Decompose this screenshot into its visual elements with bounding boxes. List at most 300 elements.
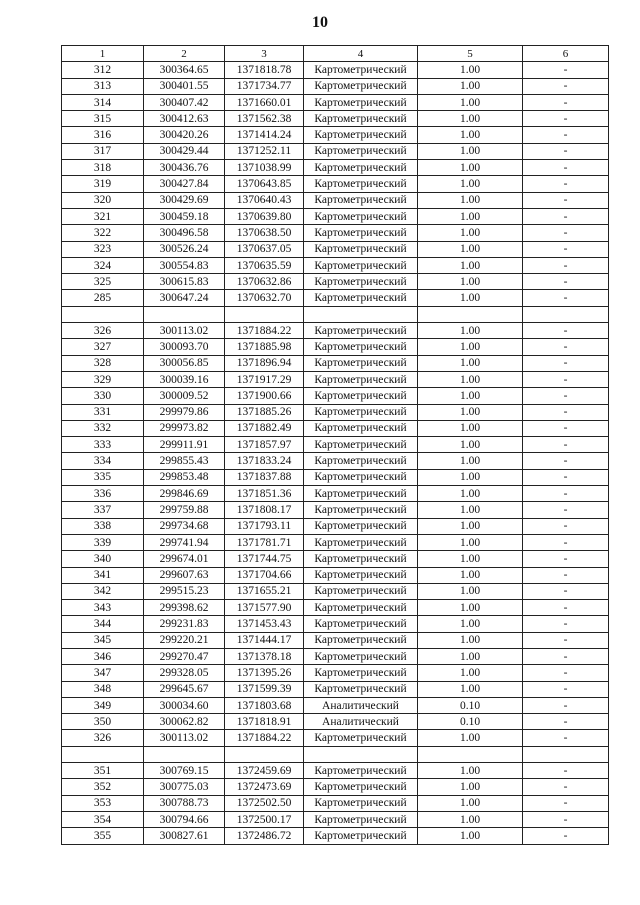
point-number-cell: 326	[62, 323, 144, 339]
table-row	[62, 339, 609, 355]
y-coordinate-cell: 1371395.26	[225, 665, 304, 681]
accuracy-cell: 1.00	[418, 208, 523, 224]
note-cell: -	[523, 453, 609, 469]
empty-cell	[62, 306, 144, 322]
table-row	[62, 176, 609, 192]
point-number-cell: 328	[62, 355, 144, 371]
note-cell: -	[523, 290, 609, 306]
table-row	[62, 371, 609, 387]
y-coordinate-cell: 1371885.26	[225, 404, 304, 420]
method-cell: Картометрический	[304, 290, 418, 306]
x-coordinate-cell: 299911.91	[144, 437, 225, 453]
method-cell: Картометрический	[304, 486, 418, 502]
y-coordinate-cell: 1371577.90	[225, 600, 304, 616]
method-cell: Картометрический	[304, 274, 418, 290]
note-cell: -	[523, 648, 609, 664]
table-row	[62, 160, 609, 176]
y-coordinate-cell: 1371655.21	[225, 583, 304, 599]
table-row	[62, 730, 609, 746]
note-cell: -	[523, 567, 609, 583]
x-coordinate-cell: 300788.73	[144, 795, 225, 811]
y-coordinate-cell: 1371851.36	[225, 486, 304, 502]
point-number-cell: 338	[62, 518, 144, 534]
note-cell: -	[523, 111, 609, 127]
note-cell: -	[523, 208, 609, 224]
accuracy-cell: 1.00	[418, 257, 523, 273]
column-header: 2	[144, 46, 225, 62]
y-coordinate-cell: 1371599.39	[225, 681, 304, 697]
note-cell: -	[523, 355, 609, 371]
x-coordinate-cell: 299741.94	[144, 534, 225, 550]
table-row	[62, 583, 609, 599]
y-coordinate-cell: 1371038.99	[225, 160, 304, 176]
accuracy-cell: 1.00	[418, 127, 523, 143]
point-number-cell: 355	[62, 828, 144, 844]
x-coordinate-cell: 300062.82	[144, 714, 225, 730]
method-cell: Картометрический	[304, 779, 418, 795]
accuracy-cell: 1.00	[418, 811, 523, 827]
table-row	[62, 274, 609, 290]
method-cell: Картометрический	[304, 518, 418, 534]
method-cell: Картометрический	[304, 681, 418, 697]
accuracy-cell: 1.00	[418, 730, 523, 746]
x-coordinate-cell: 299853.48	[144, 469, 225, 485]
y-coordinate-cell: 1372459.69	[225, 763, 304, 779]
point-number-cell: 341	[62, 567, 144, 583]
point-number-cell: 353	[62, 795, 144, 811]
y-coordinate-cell: 1371818.91	[225, 714, 304, 730]
y-coordinate-cell: 1372502.50	[225, 795, 304, 811]
note-cell: -	[523, 274, 609, 290]
method-cell: Картометрический	[304, 616, 418, 632]
point-number-cell: 346	[62, 648, 144, 664]
page-number: 10	[312, 14, 328, 31]
table-row	[62, 714, 609, 730]
method-cell: Картометрический	[304, 160, 418, 176]
y-coordinate-cell: 1370632.86	[225, 274, 304, 290]
table-row	[62, 648, 609, 664]
y-coordinate-cell: 1371884.22	[225, 323, 304, 339]
accuracy-cell: 1.00	[418, 518, 523, 534]
group-separator-row	[62, 306, 609, 322]
point-number-cell: 319	[62, 176, 144, 192]
point-number-cell: 339	[62, 534, 144, 550]
y-coordinate-cell: 1370643.85	[225, 176, 304, 192]
note-cell: -	[523, 127, 609, 143]
note-cell: -	[523, 404, 609, 420]
note-cell: -	[523, 176, 609, 192]
y-coordinate-cell: 1371818.78	[225, 62, 304, 78]
point-number-cell: 343	[62, 600, 144, 616]
y-coordinate-cell: 1372486.72	[225, 828, 304, 844]
method-cell: Картометрический	[304, 192, 418, 208]
accuracy-cell: 1.00	[418, 355, 523, 371]
table-row	[62, 681, 609, 697]
point-number-cell: 317	[62, 143, 144, 159]
y-coordinate-cell: 1371781.71	[225, 534, 304, 550]
table-row	[62, 616, 609, 632]
empty-cell	[523, 746, 609, 762]
x-coordinate-cell: 300420.26	[144, 127, 225, 143]
x-coordinate-cell: 300364.65	[144, 62, 225, 78]
accuracy-cell: 1.00	[418, 225, 523, 241]
note-cell: -	[523, 257, 609, 273]
x-coordinate-cell: 300526.24	[144, 241, 225, 257]
x-coordinate-cell: 300407.42	[144, 94, 225, 110]
y-coordinate-cell: 1371833.24	[225, 453, 304, 469]
x-coordinate-cell: 300009.52	[144, 388, 225, 404]
accuracy-cell: 1.00	[418, 274, 523, 290]
method-cell: Картометрический	[304, 111, 418, 127]
method-cell: Картометрический	[304, 78, 418, 94]
method-cell: Аналитический	[304, 697, 418, 713]
accuracy-cell: 1.00	[418, 339, 523, 355]
y-coordinate-cell: 1370638.50	[225, 225, 304, 241]
table-row	[62, 208, 609, 224]
empty-cell	[304, 746, 418, 762]
x-coordinate-cell: 300429.44	[144, 143, 225, 159]
note-cell: -	[523, 763, 609, 779]
accuracy-cell: 1.00	[418, 583, 523, 599]
accuracy-cell: 0.10	[418, 714, 523, 730]
y-coordinate-cell: 1371808.17	[225, 502, 304, 518]
table-row	[62, 241, 609, 257]
accuracy-cell: 1.00	[418, 486, 523, 502]
table-row	[62, 420, 609, 436]
x-coordinate-cell: 299645.67	[144, 681, 225, 697]
point-number-cell: 334	[62, 453, 144, 469]
empty-cell	[62, 746, 144, 762]
table-row	[62, 534, 609, 550]
y-coordinate-cell: 1370640.43	[225, 192, 304, 208]
note-cell: -	[523, 78, 609, 94]
table-row	[62, 323, 609, 339]
accuracy-cell: 1.00	[418, 600, 523, 616]
note-cell: -	[523, 94, 609, 110]
y-coordinate-cell: 1371896.94	[225, 355, 304, 371]
point-number-cell: 331	[62, 404, 144, 420]
x-coordinate-cell: 300113.02	[144, 730, 225, 746]
x-coordinate-cell: 299231.83	[144, 616, 225, 632]
accuracy-cell: 1.00	[418, 534, 523, 550]
point-number-cell: 329	[62, 371, 144, 387]
point-number-cell: 315	[62, 111, 144, 127]
method-cell: Картометрический	[304, 371, 418, 387]
point-number-cell: 333	[62, 437, 144, 453]
table-row	[62, 486, 609, 502]
y-coordinate-cell: 1372500.17	[225, 811, 304, 827]
table-row	[62, 111, 609, 127]
accuracy-cell: 1.00	[418, 437, 523, 453]
method-cell: Картометрический	[304, 62, 418, 78]
accuracy-cell: 1.00	[418, 94, 523, 110]
y-coordinate-cell: 1371803.68	[225, 697, 304, 713]
table-row	[62, 290, 609, 306]
note-cell: -	[523, 616, 609, 632]
point-number-cell: 326	[62, 730, 144, 746]
point-number-cell: 320	[62, 192, 144, 208]
accuracy-cell: 1.00	[418, 160, 523, 176]
point-number-cell: 324	[62, 257, 144, 273]
table-row	[62, 567, 609, 583]
table-row	[62, 811, 609, 827]
x-coordinate-cell: 300093.70	[144, 339, 225, 355]
note-cell: -	[523, 600, 609, 616]
point-number-cell: 336	[62, 486, 144, 502]
method-cell: Картометрический	[304, 143, 418, 159]
point-number-cell: 342	[62, 583, 144, 599]
note-cell: -	[523, 730, 609, 746]
table-row	[62, 665, 609, 681]
method-cell: Картометрический	[304, 257, 418, 273]
table-row	[62, 779, 609, 795]
empty-cell	[225, 746, 304, 762]
table-row	[62, 78, 609, 94]
point-number-cell: 314	[62, 94, 144, 110]
table-row	[62, 225, 609, 241]
y-coordinate-cell: 1370639.80	[225, 208, 304, 224]
y-coordinate-cell: 1371837.88	[225, 469, 304, 485]
method-cell: Картометрический	[304, 225, 418, 241]
point-number-cell: 285	[62, 290, 144, 306]
note-cell: -	[523, 420, 609, 436]
accuracy-cell: 1.00	[418, 62, 523, 78]
accuracy-cell: 1.00	[418, 469, 523, 485]
method-cell: Картометрический	[304, 828, 418, 844]
x-coordinate-cell: 300459.18	[144, 208, 225, 224]
y-coordinate-cell: 1371562.38	[225, 111, 304, 127]
method-cell: Картометрический	[304, 730, 418, 746]
x-coordinate-cell: 300827.61	[144, 828, 225, 844]
y-coordinate-cell: 1371744.75	[225, 551, 304, 567]
method-cell: Картометрический	[304, 648, 418, 664]
method-cell: Картометрический	[304, 583, 418, 599]
note-cell: -	[523, 714, 609, 730]
note-cell: -	[523, 62, 609, 78]
method-cell: Картометрический	[304, 420, 418, 436]
empty-cell	[225, 306, 304, 322]
x-coordinate-cell: 299220.21	[144, 632, 225, 648]
empty-cell	[144, 306, 225, 322]
y-coordinate-cell: 1371917.29	[225, 371, 304, 387]
x-coordinate-cell: 299979.86	[144, 404, 225, 420]
x-coordinate-cell: 300496.58	[144, 225, 225, 241]
accuracy-cell: 1.00	[418, 828, 523, 844]
note-cell: -	[523, 371, 609, 387]
table-row	[62, 453, 609, 469]
x-coordinate-cell: 300034.60	[144, 697, 225, 713]
accuracy-cell: 1.00	[418, 371, 523, 387]
table-row	[62, 763, 609, 779]
accuracy-cell: 1.00	[418, 241, 523, 257]
note-cell: -	[523, 665, 609, 681]
accuracy-cell: 1.00	[418, 567, 523, 583]
method-cell: Картометрический	[304, 502, 418, 518]
accuracy-cell: 1.00	[418, 551, 523, 567]
accuracy-cell: 1.00	[418, 111, 523, 127]
empty-cell	[304, 306, 418, 322]
note-cell: -	[523, 160, 609, 176]
table-row	[62, 828, 609, 844]
point-number-cell: 340	[62, 551, 144, 567]
note-cell: -	[523, 583, 609, 599]
method-cell: Картометрический	[304, 665, 418, 681]
point-number-cell: 349	[62, 697, 144, 713]
header-row	[62, 46, 609, 62]
table-row	[62, 94, 609, 110]
accuracy-cell: 1.00	[418, 665, 523, 681]
x-coordinate-cell: 299607.63	[144, 567, 225, 583]
table-row	[62, 795, 609, 811]
column-header: 3	[225, 46, 304, 62]
point-number-cell: 354	[62, 811, 144, 827]
method-cell: Картометрический	[304, 567, 418, 583]
note-cell: -	[523, 681, 609, 697]
table-body	[62, 46, 609, 845]
point-number-cell: 350	[62, 714, 144, 730]
x-coordinate-cell: 300039.16	[144, 371, 225, 387]
point-number-cell: 322	[62, 225, 144, 241]
note-cell: -	[523, 518, 609, 534]
note-cell: -	[523, 534, 609, 550]
table-row	[62, 143, 609, 159]
point-number-cell: 316	[62, 127, 144, 143]
note-cell: -	[523, 779, 609, 795]
note-cell: -	[523, 437, 609, 453]
column-header: 4	[304, 46, 418, 62]
x-coordinate-cell: 300769.15	[144, 763, 225, 779]
table-row	[62, 502, 609, 518]
method-cell: Картометрический	[304, 339, 418, 355]
x-coordinate-cell: 300429.69	[144, 192, 225, 208]
table-row	[62, 600, 609, 616]
method-cell: Картометрический	[304, 795, 418, 811]
y-coordinate-cell: 1372473.69	[225, 779, 304, 795]
accuracy-cell: 1.00	[418, 143, 523, 159]
x-coordinate-cell: 300412.63	[144, 111, 225, 127]
note-cell: -	[523, 486, 609, 502]
accuracy-cell: 1.00	[418, 795, 523, 811]
table-row	[62, 192, 609, 208]
accuracy-cell: 1.00	[418, 388, 523, 404]
point-number-cell: 318	[62, 160, 144, 176]
accuracy-cell: 1.00	[418, 648, 523, 664]
x-coordinate-cell: 300056.85	[144, 355, 225, 371]
column-header: 5	[418, 46, 523, 62]
note-cell: -	[523, 192, 609, 208]
note-cell: -	[523, 339, 609, 355]
accuracy-cell: 1.00	[418, 290, 523, 306]
column-header: 1	[62, 46, 144, 62]
empty-cell	[144, 746, 225, 762]
point-number-cell: 352	[62, 779, 144, 795]
note-cell: -	[523, 225, 609, 241]
y-coordinate-cell: 1371885.98	[225, 339, 304, 355]
method-cell: Картометрический	[304, 811, 418, 827]
empty-cell	[523, 306, 609, 322]
accuracy-cell: 1.00	[418, 779, 523, 795]
accuracy-cell: 1.00	[418, 502, 523, 518]
x-coordinate-cell: 300615.83	[144, 274, 225, 290]
x-coordinate-cell: 300436.76	[144, 160, 225, 176]
table-row	[62, 632, 609, 648]
table-row	[62, 355, 609, 371]
point-number-cell: 347	[62, 665, 144, 681]
x-coordinate-cell: 299846.69	[144, 486, 225, 502]
method-cell: Картометрический	[304, 632, 418, 648]
x-coordinate-cell: 299973.82	[144, 420, 225, 436]
point-number-cell: 348	[62, 681, 144, 697]
note-cell: -	[523, 828, 609, 844]
y-coordinate-cell: 1371252.11	[225, 143, 304, 159]
point-number-cell: 313	[62, 78, 144, 94]
y-coordinate-cell: 1371882.49	[225, 420, 304, 436]
point-number-cell: 325	[62, 274, 144, 290]
accuracy-cell: 1.00	[418, 404, 523, 420]
point-number-cell: 337	[62, 502, 144, 518]
x-coordinate-cell: 299674.01	[144, 551, 225, 567]
point-number-cell: 344	[62, 616, 144, 632]
method-cell: Картометрический	[304, 388, 418, 404]
y-coordinate-cell: 1371444.17	[225, 632, 304, 648]
accuracy-cell: 1.00	[418, 78, 523, 94]
point-number-cell: 312	[62, 62, 144, 78]
method-cell: Аналитический	[304, 714, 418, 730]
y-coordinate-cell: 1371857.97	[225, 437, 304, 453]
x-coordinate-cell: 300647.24	[144, 290, 225, 306]
point-number-cell: 332	[62, 420, 144, 436]
point-number-cell: 345	[62, 632, 144, 648]
y-coordinate-cell: 1371453.43	[225, 616, 304, 632]
empty-cell	[418, 306, 523, 322]
point-number-cell: 323	[62, 241, 144, 257]
y-coordinate-cell: 1371793.11	[225, 518, 304, 534]
x-coordinate-cell: 299270.47	[144, 648, 225, 664]
accuracy-cell: 1.00	[418, 323, 523, 339]
accuracy-cell: 1.00	[418, 763, 523, 779]
method-cell: Картометрический	[304, 763, 418, 779]
table-row	[62, 62, 609, 78]
x-coordinate-cell: 299328.05	[144, 665, 225, 681]
x-coordinate-cell: 300113.02	[144, 323, 225, 339]
method-cell: Картометрический	[304, 94, 418, 110]
method-cell: Картометрический	[304, 241, 418, 257]
table-row	[62, 257, 609, 273]
accuracy-cell: 1.00	[418, 176, 523, 192]
method-cell: Картометрический	[304, 355, 418, 371]
x-coordinate-cell: 300554.83	[144, 257, 225, 273]
note-cell: -	[523, 502, 609, 518]
x-coordinate-cell: 299759.88	[144, 502, 225, 518]
y-coordinate-cell: 1371884.22	[225, 730, 304, 746]
x-coordinate-cell: 299855.43	[144, 453, 225, 469]
table-row	[62, 697, 609, 713]
y-coordinate-cell: 1371660.01	[225, 94, 304, 110]
method-cell: Картометрический	[304, 404, 418, 420]
x-coordinate-cell: 300775.03	[144, 779, 225, 795]
table-row	[62, 469, 609, 485]
method-cell: Картометрический	[304, 453, 418, 469]
note-cell: -	[523, 241, 609, 257]
accuracy-cell: 1.00	[418, 632, 523, 648]
x-coordinate-cell: 300794.66	[144, 811, 225, 827]
note-cell: -	[523, 323, 609, 339]
accuracy-cell: 1.00	[418, 420, 523, 436]
note-cell: -	[523, 143, 609, 159]
method-cell: Картометрический	[304, 176, 418, 192]
table-row	[62, 404, 609, 420]
note-cell: -	[523, 632, 609, 648]
